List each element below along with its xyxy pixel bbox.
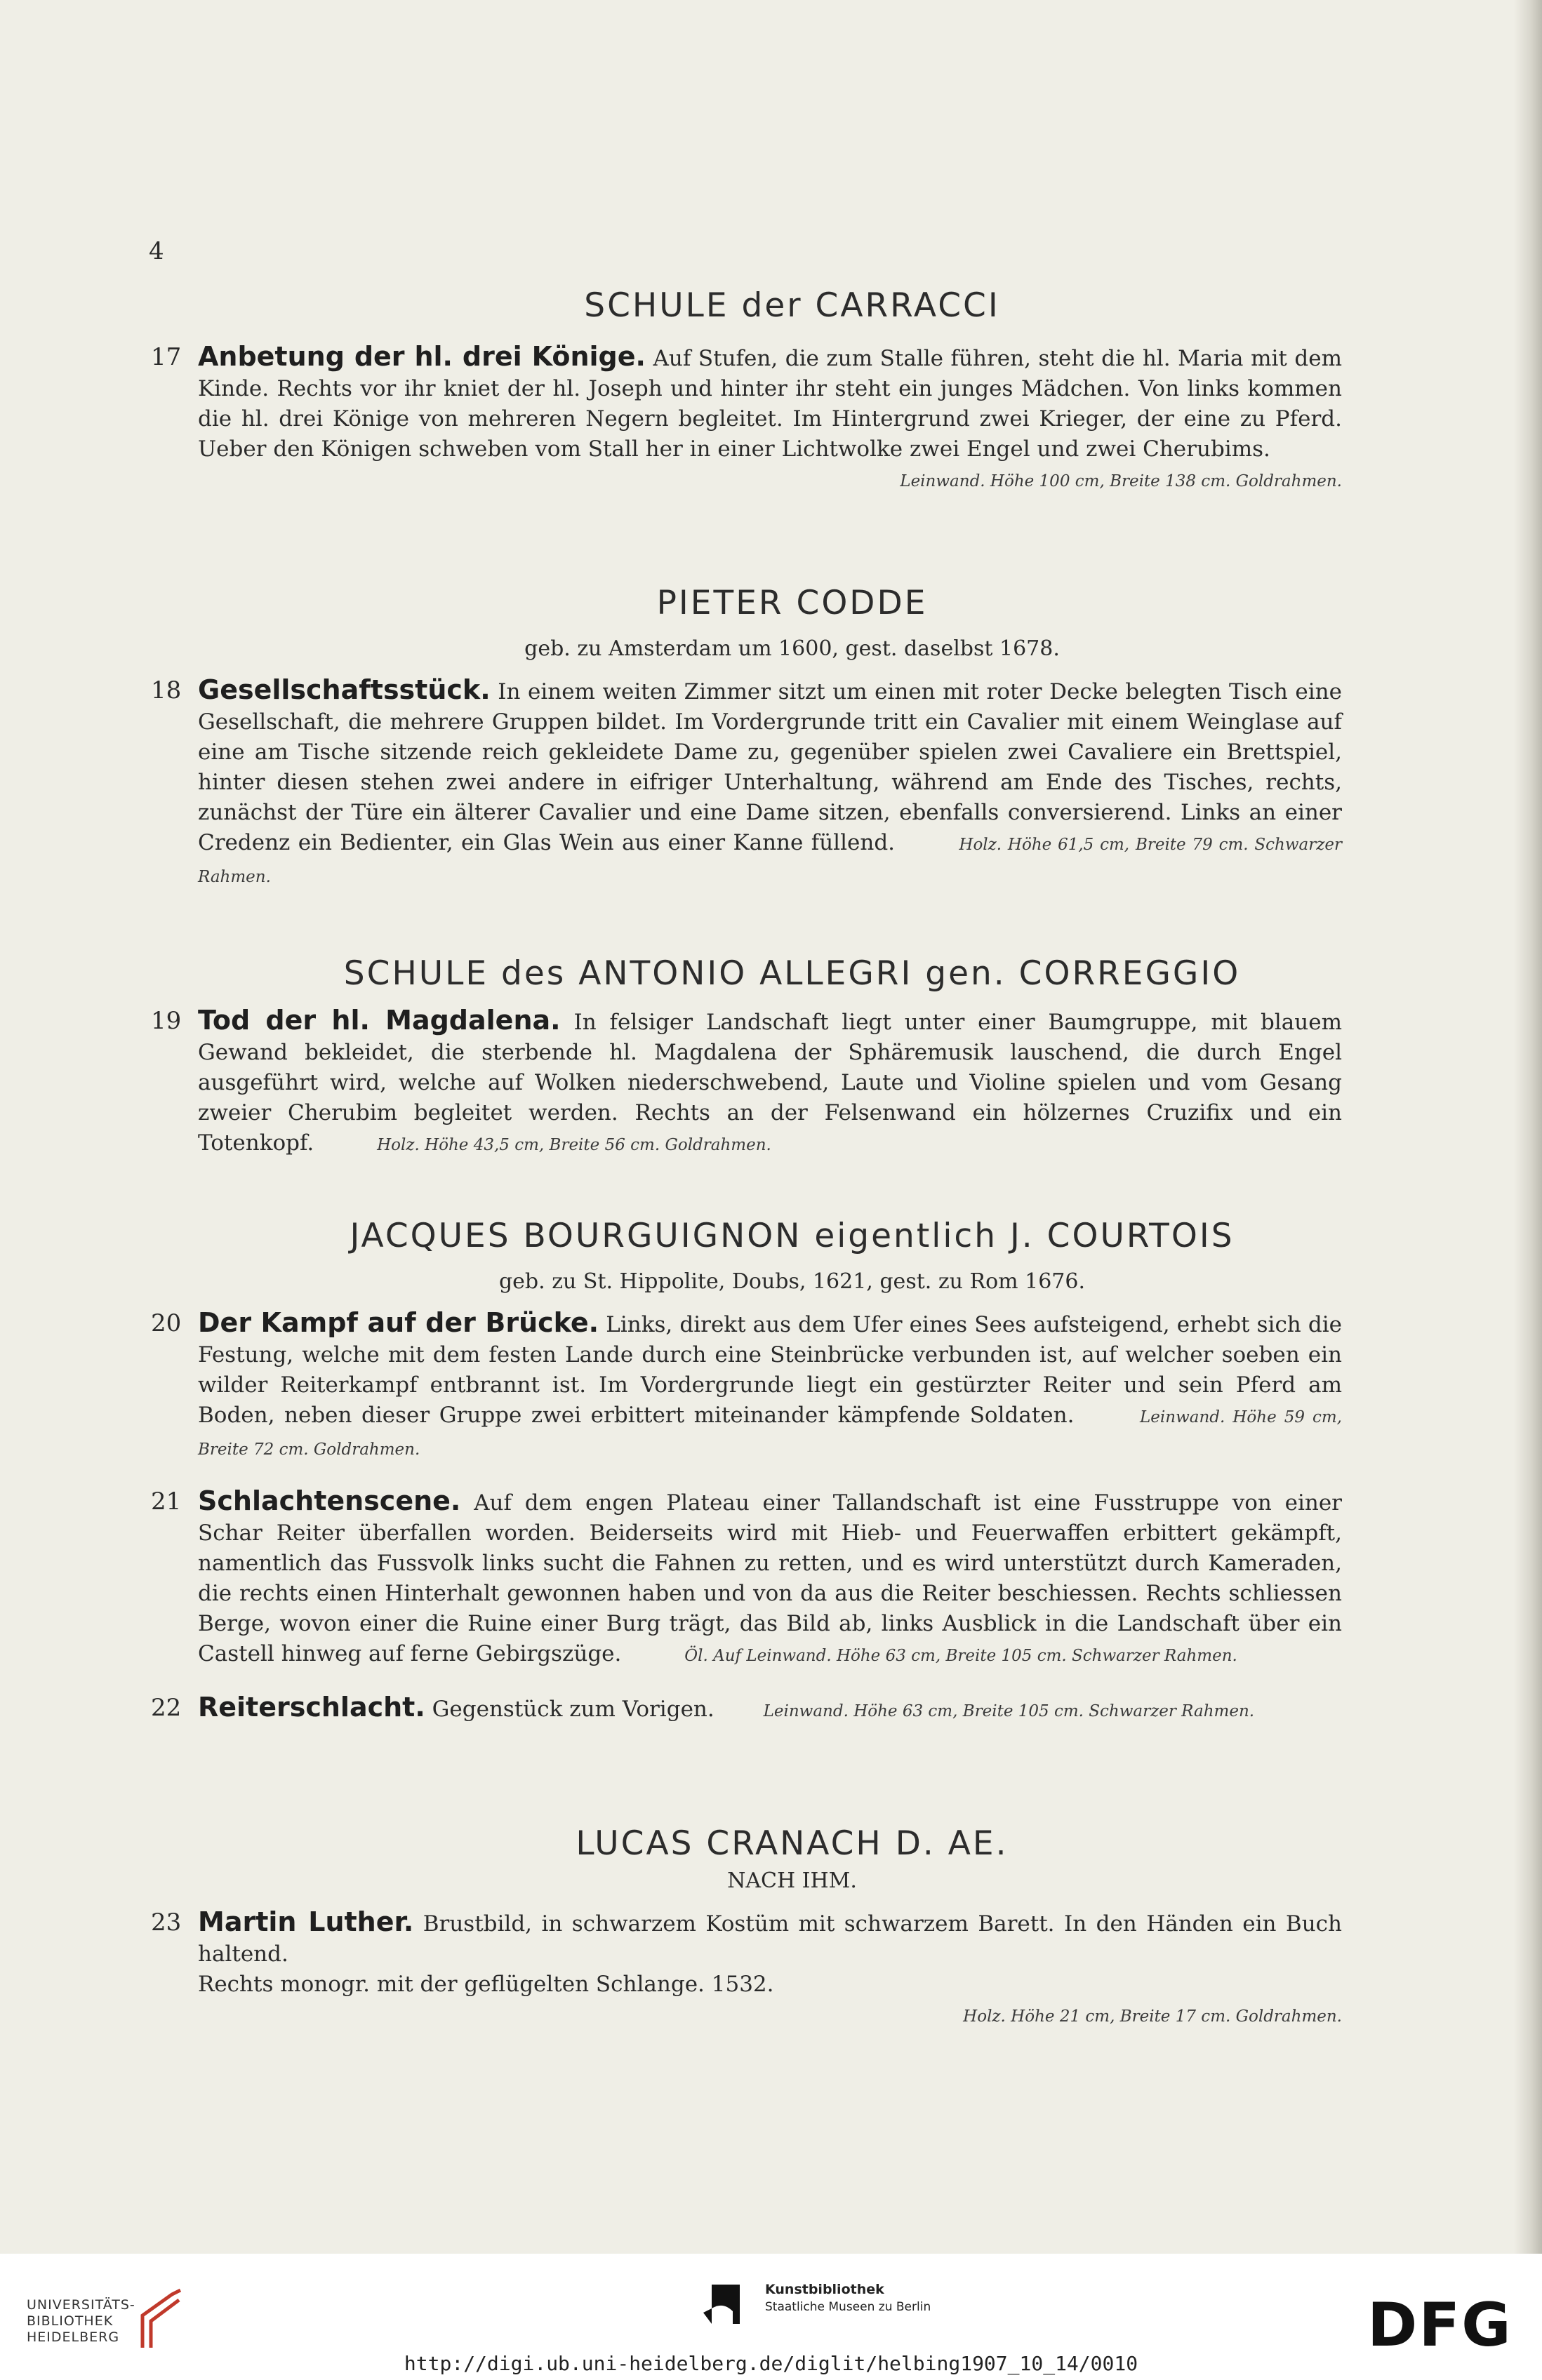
kunstbibliothek-title: Kunstbibliothek [765, 2282, 884, 2297]
catalog-entry [0, 1692, 1542, 1727]
catalog-entry [0, 1486, 1542, 1671]
catalog-entry [0, 1907, 1542, 2032]
entry-number: 22 [151, 1694, 182, 1722]
entry-meta: Leinwand. Höhe 100 cm, Breite 138 cm. Goldrahmen. [900, 472, 1342, 490]
digitization-footer [0, 2254, 1542, 2380]
catalog-entry [0, 342, 1542, 497]
entry-number: 17 [151, 343, 182, 371]
kunstbibliothek-logo-icon [702, 2280, 750, 2328]
entry-text: Brustbild, in schwarzem Kostüm mit schwarzem Barett. In den Händen ein Buch haltend. [198, 1911, 1343, 1967]
entry-text: Auf dem engen Plateau einer Tallandschaft ist eine Fusstruppe von einer Schar Reiter überfallen worden. Beiderseits wird mit Hieb- und Feuerwaffen erbittert gekämpft, namentlich das Fussvolk links sucht die Fahnen zu retten, und es wird unterstützt durch Kameraden, die rechts einen Hinterhalt gewonnen haben und von da aus die Reiter beschiessen. Rechts schliessen Berge, wovon einer die Ruine einer Burg trägt, das Bild ab, links Ausblick in die Landschaft über ein Castell hinweg auf ferne Gebirgszüge. [198, 1490, 1342, 1666]
kunstbibliothek-label [765, 2282, 931, 2314]
entry-number: 19 [151, 1007, 182, 1035]
section-bourguignon [0, 1217, 1542, 1727]
entry-title: Anbetung der hl. drei Könige. [198, 341, 646, 372]
entry-title: Gesellschaftsstück. [198, 674, 491, 705]
entry-title: Martin Luther. [198, 1906, 414, 1937]
entry-title: Reiterschlacht. [198, 1692, 425, 1723]
catalog-entry [0, 1005, 1542, 1161]
catalog-entry [0, 1308, 1542, 1465]
entry-meta: Öl. Auf Leinwand. Höhe 63 cm, Breite 105 cm. Schwarzer Rahmen. [684, 1647, 1237, 1665]
entry-number: 20 [151, 1309, 182, 1337]
entry-text: Gegenstück zum Vorigen. [432, 1697, 714, 1722]
section-codde [0, 584, 1542, 893]
section-heading: JACQUES BOURGUIGNON eigentlich J. COURTOIS [350, 1217, 1235, 1255]
section-carracci [0, 286, 1542, 497]
entry-meta: Holz. Höhe 21 cm, Breite 17 cm. Goldrahmen. [963, 2007, 1342, 2026]
kunstbibliothek-subtitle: Staatliche Museen zu Berlin [765, 2300, 931, 2314]
page-number: 4 [149, 237, 164, 265]
entry-note: Rechts monogr. mit der geflügelten Schlange. 1532. [198, 1972, 774, 1997]
entry-title: Tod der hl. Magdalena. [198, 1005, 561, 1036]
entry-text: In felsiger Landschaft liegt unter einer Baumgruppe, mit blauem Gewand bekleidet, die sterbende hl. Magdalena der Sphäremusik lauschend, die durch Engel ausgeführt wird, welche auf Wolken niederschwebend, Laute und Violine spielen und vom Gesang zweier Cherubim begleitet werden. Rechts an der Felsenwand ein hölzernes Cruzifix und ein Totenkopf. [198, 1010, 1342, 1156]
section-subheading: geb. zu St. Hippolite, Doubs, 1621, gest. zu Rom 1676. [498, 1269, 1086, 1294]
entry-text: In einem weiten Zimmer sitzt um einen mit roter Decke belegten Tisch eine Gesellschaft, die mehrere Gruppen bildet. Im Vordergrunde tritt ein Cavalier mit einem Weinglase auf eine am Tische sitzende reich gekleidete Dame zu, gegenüber spielen zwei Cavaliere ein Brettspiel, hinter diesen stehen zwei andere in eifriger Unterhaltung, während am Ende des Tisches, rechts, zunächst der Türe ein älterer Cavalier und eine Dame sitzen, ebenfalls conversierend. Links an einer Credenz ein Bedienter, ein Glas Wein aus einer Kanne füllend. [198, 679, 1342, 855]
entry-text: Auf Stufen, die zum Stalle führen, steht die hl. Maria mit dem Kinde. Rechts vor ihr kniet der hl. Joseph und hinter ihr steht ein junges Mädchen. Von links kommen die hl. drei Könige von mehreren Negern begleitet. Im Hintergrund zwei Krieger, der eine zu Pferd. Ueber den Königen schweben vom Stall her in einer Lichtwolke zwei Engel und zwei Cherubims. [198, 346, 1342, 462]
section-correggio [0, 954, 1542, 1161]
entry-number: 18 [151, 676, 182, 704]
section-cranach [0, 1824, 1542, 2032]
university-line: HEIDELBERG [27, 2329, 120, 2345]
university-library-label [27, 2297, 135, 2346]
section-subheading: geb. zu Amsterdam um 1600, gest. daselbst 1678. [524, 636, 1060, 661]
entry-meta: Leinwand. Höhe 59 cm, Breite 72 cm. Goldrahmen. [198, 1408, 1342, 1459]
entry-title: Schlachtenscene. [198, 1485, 461, 1516]
entry-meta: Holz. Höhe 61,5 cm, Breite 79 cm. Schwarzer Rahmen. [198, 836, 1342, 886]
section-heading: LUCAS CRANACH D. AE. [576, 1824, 1009, 1863]
entry-number: 23 [151, 1908, 182, 1937]
section-subheading: NACH IHM. [727, 1868, 857, 1893]
section-heading: PIETER CODDE [656, 584, 928, 622]
dfg-logo: DFG [1367, 2290, 1513, 2360]
source-url[interactable]: http://digi.ub.uni-heidelberg.de/diglit/helbing1907_10_14/0010 [404, 2352, 1138, 2375]
entry-title: Der Kampf auf der Brücke. [198, 1307, 599, 1338]
section-heading: SCHULE der CARRACCI [584, 286, 1000, 325]
university-line: BIBLIOTHEK [27, 2313, 114, 2329]
entry-number: 21 [151, 1488, 182, 1516]
entry-meta: Leinwand. Höhe 63 cm, Breite 105 cm. Schwarzer Rahmen. [763, 1702, 1255, 1720]
university-line: UNIVERSITÄTS- [27, 2297, 135, 2313]
catalog-entry [0, 675, 1542, 893]
entry-meta: Holz. Höhe 43,5 cm, Breite 56 cm. Goldrahmen. [377, 1136, 771, 1154]
heidelberg-logo-icon [137, 2287, 186, 2351]
section-heading: SCHULE des ANTONIO ALLEGRI gen. CORREGGIO [343, 954, 1241, 993]
entry-text: Links, direkt aus dem Ufer eines Sees aufsteigend, erhebt sich die Festung, welche mit dem festen Lande durch eine Steinbrücke verbunden ist, auf welcher soeben ein wilder Reiterkampf entbrannt ist. Im Vordergrunde liegt ein gestürzter Reiter und sein Pferd am Boden, neben dieser Gruppe zwei erbittert miteinander kämpfende Soldaten. [198, 1312, 1342, 1428]
